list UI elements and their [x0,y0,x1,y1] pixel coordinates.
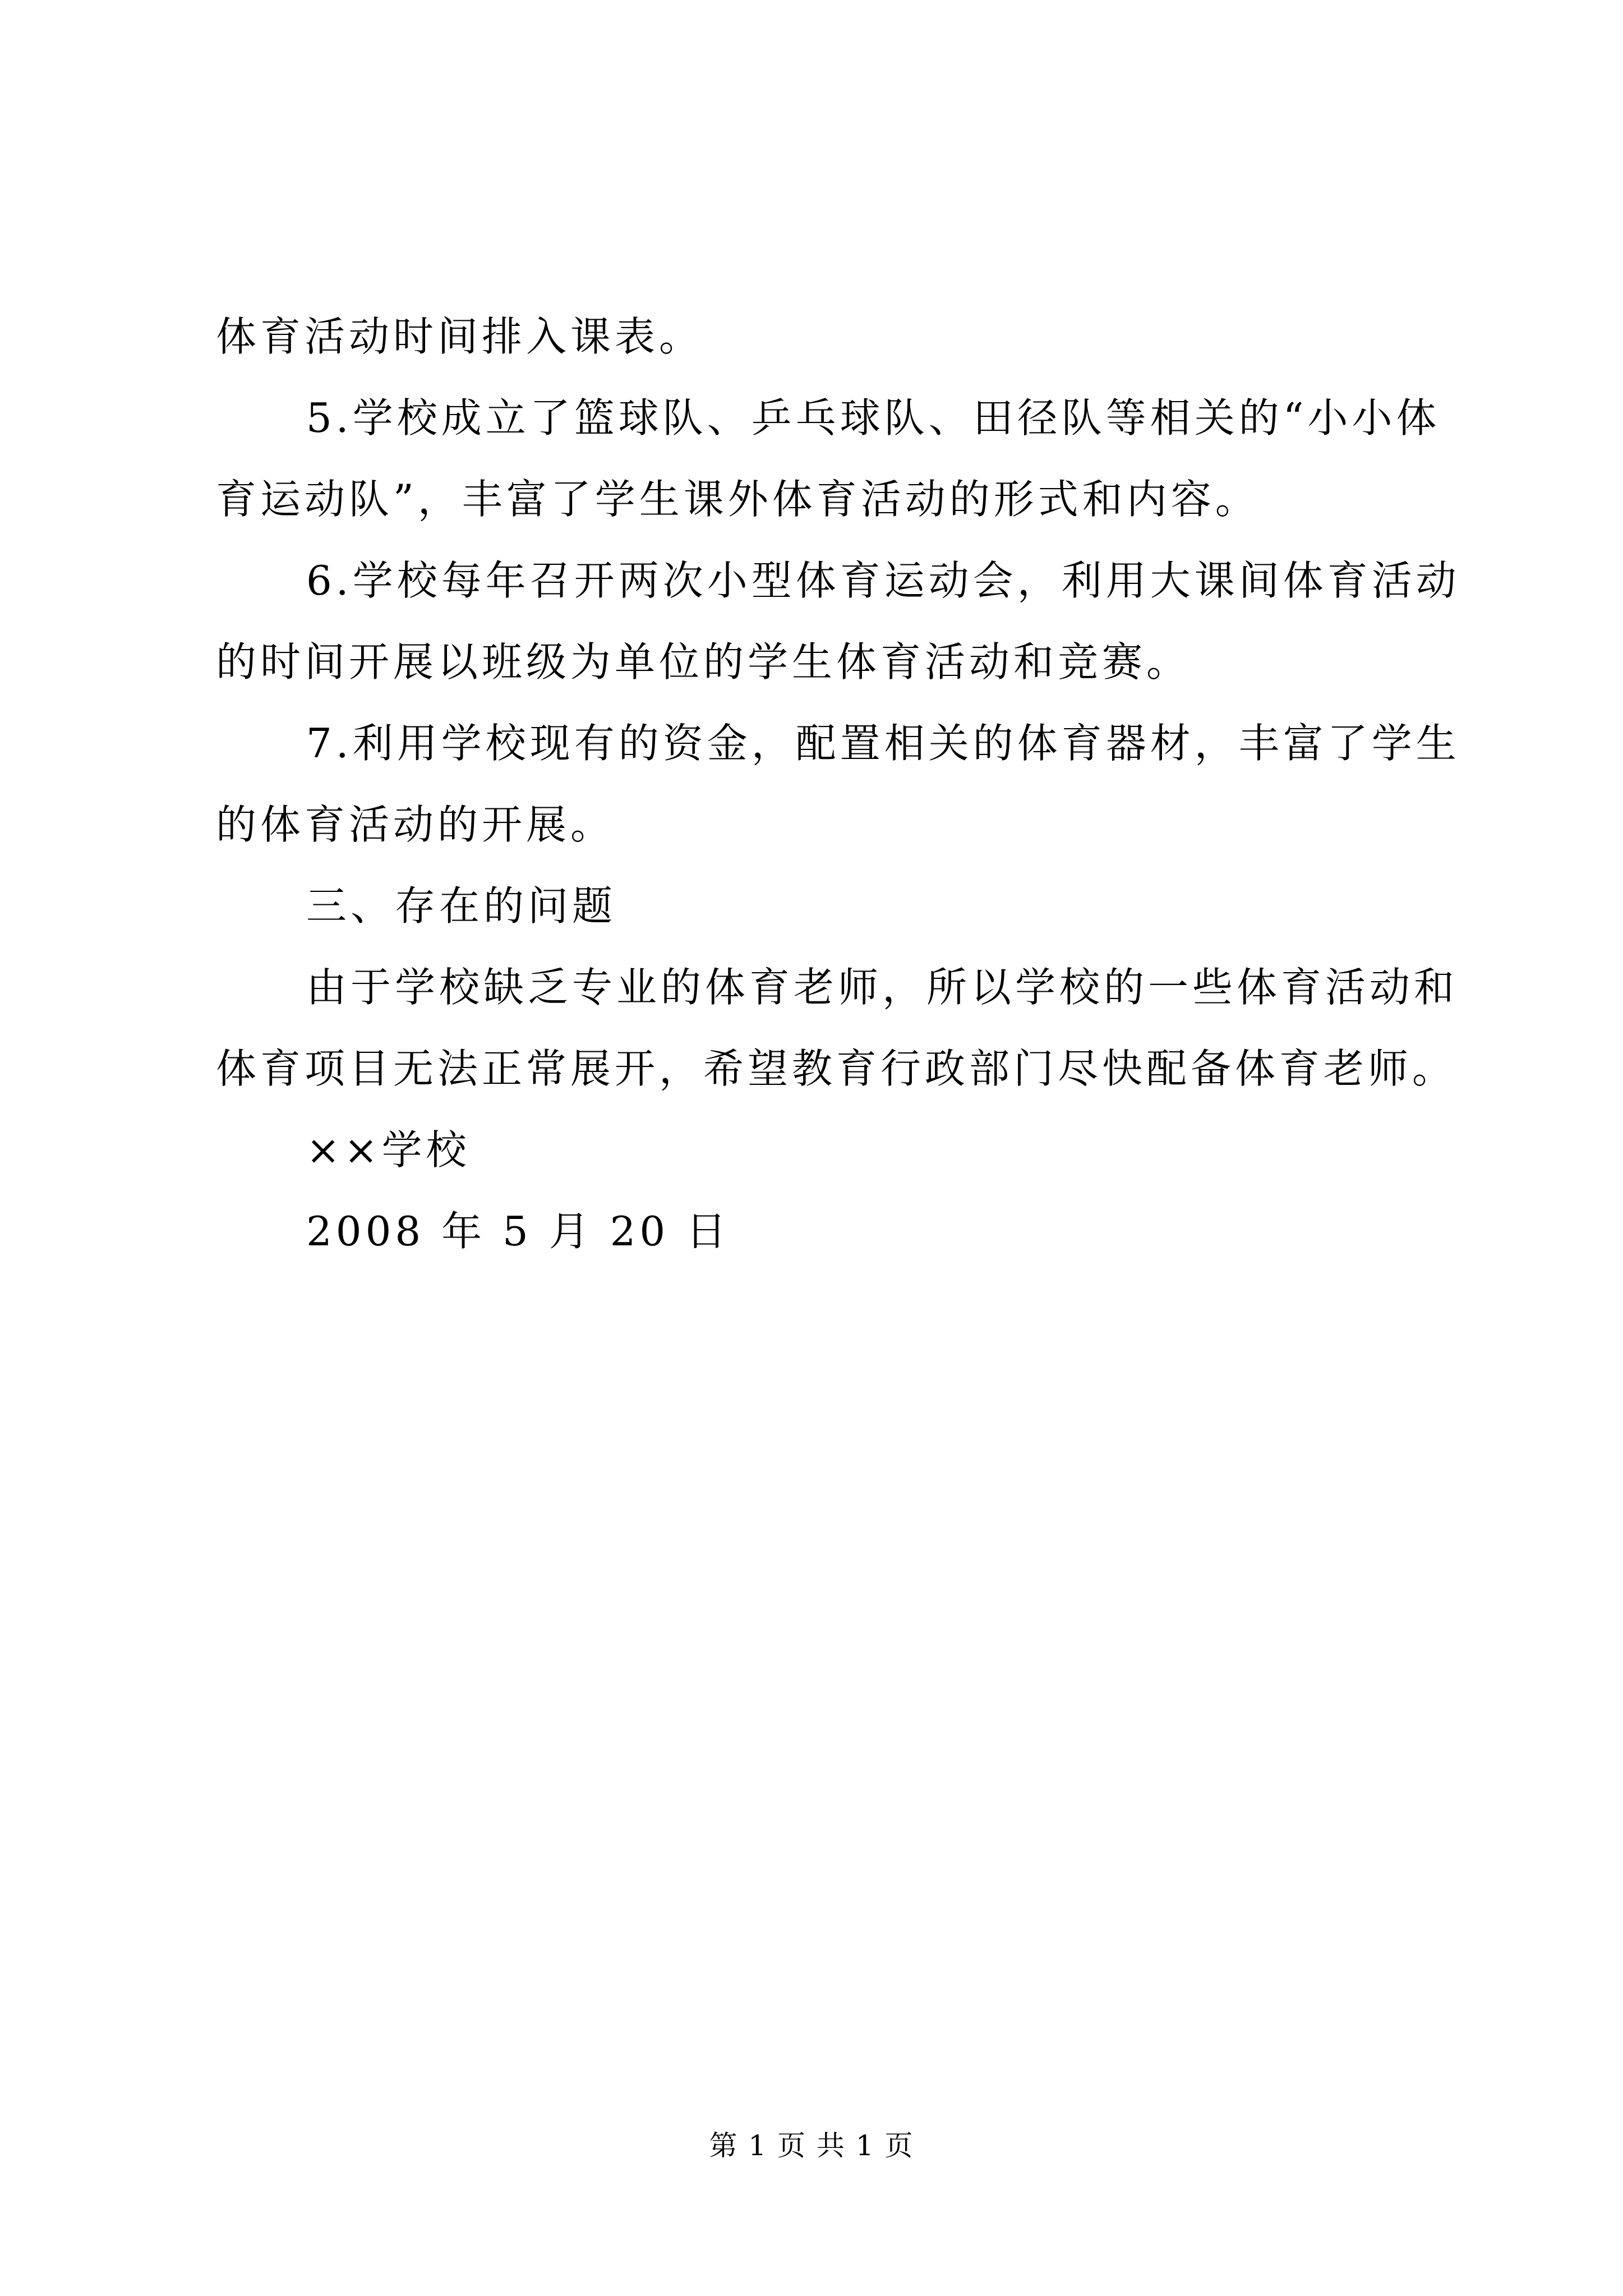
paragraph-line: 5.学校成立了篮球队、乒乓球队、田径队等相关的“小小体 [306,394,1441,441]
paragraph-line: 的体育活动的开展。 [216,801,615,848]
paragraph-line: 的时间开展以班级为单位的学生体育活动和竞赛。 [216,638,1191,685]
paragraph-line: 体育活动时间排入课表。 [216,313,704,360]
paragraph-line: 6.学校每年召开两次小型体育运动会，利用大课间体育活动 [306,557,1460,604]
signature-school: ××学校 [306,1126,471,1174]
paragraph-line: 7.利用学校现有的资金，配置相关的体育器材，丰富了学生 [306,720,1460,767]
paragraph-line: 育运动队”，丰富了学生课外体育活动的形式和内容。 [216,476,1260,523]
section-heading: 三、存在的问题 [306,882,617,930]
signature-date: 2008 年 5 月 20 日 [306,1208,731,1255]
paragraph-line: 体育项目无法正常展开，希望教育行政部门尽快配备体育老师。 [216,1045,1457,1092]
page-footer: 第 1 页 共 1 页 [709,2129,914,2162]
paragraph-line: 由于学校缺乏专业的体育老师，所以学校的一些体育活动和 [306,964,1459,1011]
